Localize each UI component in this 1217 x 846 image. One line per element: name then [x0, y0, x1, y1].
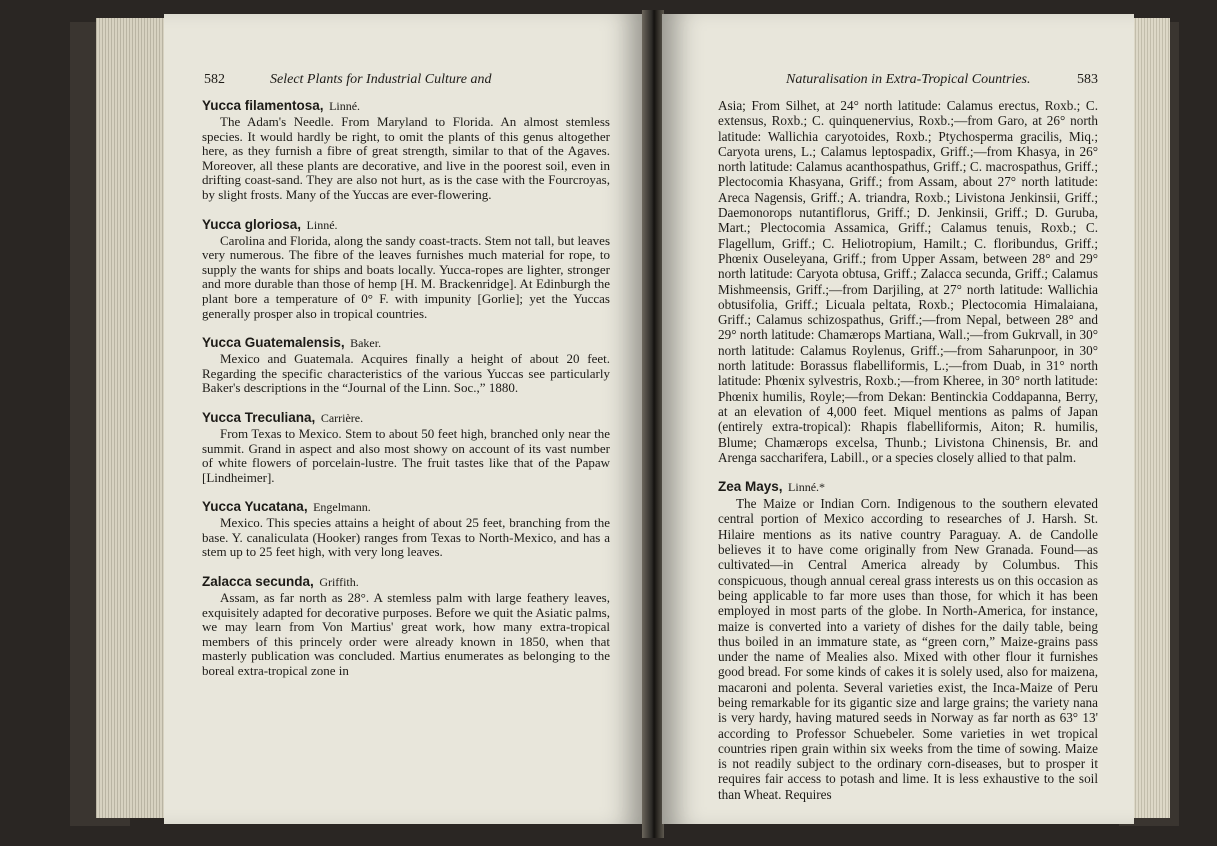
entry-name: Yucca Yucatana, [202, 499, 308, 515]
entry-authority: Linné. [329, 99, 361, 113]
entry-heading [202, 217, 610, 234]
entry-heading [202, 98, 610, 115]
entry-authority: Engelmann. [313, 500, 371, 515]
entry-yucca-treculiana [202, 410, 610, 485]
entry-text: Carolina and Florida, along the sandy coast-tracts. Stem not tall, but leaves very numerous. The fibre of the leaves furnishes much material for rope, to supply the wants for ships and boats locally. Yucca-ropes are lighter, stronger and more durable than those of hemp [H. M. Brackenridge]. At Edinburgh the plant bore a temperature of 0° F. with impunity [Gorlie]; yet the Yuccas generally prosper also in tropical countries. [202, 232, 610, 321]
entry-text: The Maize or Indian Corn. Indigenous to the southern elevated central portion of Mexico according to researches of J. Harsh. St. Hilaire mentions as its native country Paraguay. A. de Candolle believes it to have come originally from New Granada. Found—as cultivated—in Central America already by Columbus. This conspicuous, though annual cereal grass interests us on this occasion as being applicable to far more uses than those, for which it has been employed in most parts of the globe. In North-America, for instance, maize is converted into a variety of dishes for the daily table, being thus boiled in an immature state, as “green corn,” Maize-grains pass under the name of Mealies also. Mixed with other flour it furnishes good bread. For some kinds of cakes it is solely used, also for maizena, macaroni and polenta. Several varieties exist, the Inca-Maize of Peru being remarkable for its gigantic size and large grains; the variety nana is very hardy, having matured seeds in Norway as far north as 63° 13' according to Professor Schuebeler. Some varieties in wet tropical countries ripen grain within six weeks from the time of sowing. Maize is not readily subject to the ordinary corn-diseases, but to prosper it requires fair access to potash and lime. It is less exhaustive to the soil than Wheat. Requires [718, 496, 1098, 802]
entry-text: Assam, as far north as 28°. A stemless palm with large feathery leaves, exquisitely adapted for decorative purposes. Before we quit the Asiatic palms, we may learn from Von Martius' great work, how many extra-tropical members of this princely order were already known in 1850, when that masterly publication was concluded. Martius enumerates as belonging to the boreal extra-tropical zone in [202, 590, 610, 679]
entry-zea-mays [718, 479, 1098, 802]
entry-authority: Linné.* [788, 480, 826, 495]
right-page-number: 583 [1077, 72, 1098, 87]
entry-yucca-gloriosa [202, 217, 610, 322]
entry-heading [202, 499, 610, 516]
left-page [164, 14, 644, 824]
entry-name: Yucca gloriosa, [202, 216, 302, 232]
page-edges-left [96, 18, 166, 818]
entry-text: Mexico. This species attains a height of about 25 feet, branching from the base. Y. canaliculata (Hooker) ranges from Texas to North-Mexico, and has a stem up to 25 feet high, with very long leaves. [202, 515, 610, 560]
left-page-number: 582 [204, 72, 225, 87]
right-page [662, 14, 1134, 824]
entry-heading [202, 410, 610, 427]
right-page-header [718, 70, 1098, 92]
entry-authority: Carrière. [320, 410, 364, 425]
entry-zalacca-secunda [202, 574, 610, 679]
entry-name: Yucca Treculiana, [202, 409, 316, 425]
entry-heading [202, 574, 610, 591]
entry-name: Yucca Guatemalensis, [202, 335, 345, 351]
entry-yucca-yucatana [202, 499, 610, 560]
left-page-header [202, 70, 610, 92]
entry-name: Zalacca secunda, [202, 574, 314, 590]
book-gutter [642, 10, 664, 838]
entry-yucca-filamentosa [202, 98, 610, 203]
entry-authority: Linné. [306, 217, 338, 232]
left-running-head: Select Plants for Industrial Culture and [270, 72, 492, 87]
entry-authority: Griffith. [319, 575, 359, 590]
entry-name: Yucca filamentosa, [202, 98, 324, 113]
entry-text: Mexico and Guatemala. Acquires finally a height of about 20 feet. Regarding the specific characteristics of the various Yuccas see particularly Baker's descriptions in the “Journal of the Linn. Soc.,” 1880. [202, 351, 610, 396]
entry-heading [202, 335, 610, 352]
entry-name: Zea Mays, [718, 479, 783, 495]
continuation-paragraph: Asia; From Silhet, at 24° north latitude: Calamus erectus, Roxb.; C. extensus, Roxb.; C. quinquenervius, Roxb.;—from Garo, at 26° north latitude: Wallichia caryotoides, Roxb.; Ptychosperma gracilis, Miq.; Caryota urens, L.; Calamus leptospadix, Griff.;—from Khasya, in 26° north latitude: Calamus acanthospathus, Griff.; C. macrospathus, Griff.; Plectocomia Khasyana, Griff.; from Assam, about 27° north latitude: Areca Nagensis, Griff.; A. triandra, Roxb.; Livistona Jenkinsii, Griff.; Daemonorops nutantiflorus, Griff.; D. Jenkinsii, Griff.; D. Guruba, Mart.; Plectocomia Assamica, Griff.; Calamus tenuis, Roxb.; C. Flagellum, Griff.; C. Heliotropium, Hamilt.; C. floribundus, Griff.; Phœnix Ouseleyana, Griff.; from Upper Assam, between 28° and 29° north latitude: Caryota obtusa, Griff.; Zalacca secunda, Griff.; Calamus Mishmeensis, Griff.;—from Darjiling, at 27° north latitude: Wallichia obtusifolia, Griff.; Licuala peltata, Roxb.; Plectocomia Himalaiana, Griff.; Calamus schizospathus, Griff.;—from Nepal, between 28° and 29° north latitude: Chamærops Martiana, Wall.;—from Gukrvall, in 30° north latitude: Calamus Roylenus, Griff.;—from Saharunpoor, in 30° north latitude: Borassus flabelliformis, L.;—from Duab, in 31° north latitude: Phœnix sylvestris, Roxb.;—from Kheree, in 30° north latitude: Phœnix humilis, Royle;—from Dekan: Bentinckia Coddapanna, Berry, at an elevation of 4,000 feet. Miquel mentions as palms of Japan (entirely extra-tropical): Rhapis flabelliformis, Aiton; R. humilis, Blume; Chamærops excelsa, Thunb.; Livistona Chinensis, Br. and Arenga saccharifera, Labill., or a species closely allied to that palm. [718, 98, 1098, 465]
entry-authority: Baker. [350, 336, 382, 351]
page-edges-right [1132, 18, 1170, 818]
entry-yucca-guatemalensis [202, 335, 610, 396]
entry-heading [718, 479, 1098, 496]
entry-text: From Texas to Mexico. Stem to about 50 feet high, branched only near the summit. Grand in aspect and also most showy on account of its vast number of white flowers of porcelain-lustre. The fruit tastes like that of the Papaw [Lindheimer]. [202, 425, 610, 485]
right-running-head: Naturalisation in Extra-Tropical Countries. [786, 72, 1031, 87]
entry-text: The Adam's Needle. From Maryland to Florida. An almost stemless species. It would hardly be right, to omit the plants of this genus altogether here, as they furnish a fibre of great strength, similar to that of the Agaves. Moreover, all these plants are decorative, and live in the poorest soil, even in drifting coast-sand. They are also not hurt, as is the case with the Fourcroyas, by slight frosts. Many of the Yuccas are ever-flowering. [202, 114, 610, 202]
